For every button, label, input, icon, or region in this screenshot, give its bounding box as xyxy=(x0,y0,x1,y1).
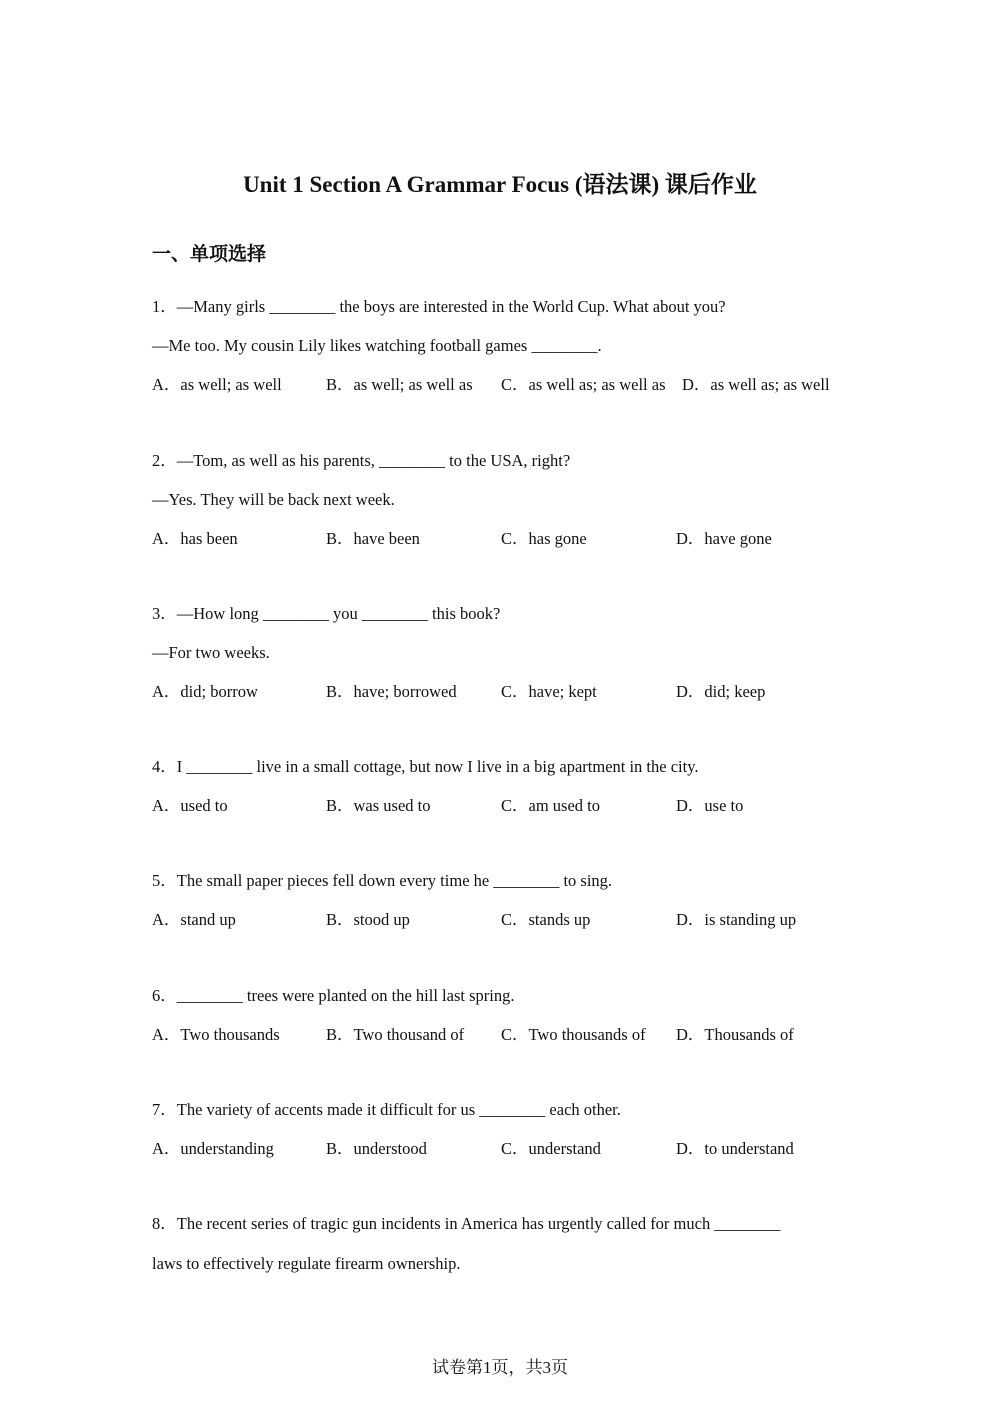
question-1-option-c[interactable]: C．as well as; as well as xyxy=(501,375,666,394)
question-3-option-b[interactable]: B．have; borrowed xyxy=(326,682,457,701)
question-2-line-1: 2．—Tom, as well as his parents, ________ to the USA, right? xyxy=(152,451,571,470)
question-4-option-b[interactable]: B．was used to xyxy=(326,796,431,815)
question-3-line-1: 3．—How long ________ you ________ this book? xyxy=(152,604,501,623)
question-4-option-a[interactable]: A．used to xyxy=(152,796,228,815)
question-7-option-d[interactable]: D．to understand xyxy=(676,1139,794,1158)
question-6-option-b[interactable]: B．Two thousand of xyxy=(326,1025,465,1044)
page-title: Unit 1 Section A Grammar Focus (语法课) 课后作业 xyxy=(243,172,757,197)
question-7-option-c[interactable]: C．understand xyxy=(501,1139,601,1158)
question-6-option-c[interactable]: C．Two thousands of xyxy=(501,1025,646,1044)
question-6-line-1: 6．________ trees were planted on the hill last spring. xyxy=(152,986,515,1005)
question-4-option-d[interactable]: D．use to xyxy=(676,796,744,815)
question-2-option-a[interactable]: A．has been xyxy=(152,529,238,548)
question-4-option-c[interactable]: C．am used to xyxy=(501,796,600,815)
question-2-option-d[interactable]: D．have gone xyxy=(676,529,772,548)
question-3-line-2: —For two weeks. xyxy=(152,643,270,662)
question-7-line-1: 7．The variety of accents made it difficult for us ________ each other. xyxy=(152,1100,621,1119)
section-heading: 一、单项选择 xyxy=(152,243,267,265)
question-3-option-d[interactable]: D．did; keep xyxy=(676,682,766,701)
page-footer: 试卷第1页，共3页 xyxy=(432,1358,568,1377)
question-3-option-c[interactable]: C．have; kept xyxy=(501,682,597,701)
question-7-option-a[interactable]: A．understanding xyxy=(152,1139,274,1158)
question-5-option-d[interactable]: D．is standing up xyxy=(676,910,797,929)
question-6-option-d[interactable]: D．Thousands of xyxy=(676,1025,794,1044)
question-8-line-2: laws to effectively regulate firearm ownership. xyxy=(152,1254,461,1273)
question-2-option-c[interactable]: C．has gone xyxy=(501,529,587,548)
question-1-option-d[interactable]: D．as well as; as well xyxy=(682,375,830,394)
question-1-line-2: —Me too. My cousin Lily likes watching football games ________. xyxy=(152,336,602,355)
question-1-line-1: 1．—Many girls ________ the boys are interested in the World Cup. What about you? xyxy=(152,297,726,316)
question-7-option-b[interactable]: B．understood xyxy=(326,1139,427,1158)
question-5-option-b[interactable]: B．stood up xyxy=(326,910,410,929)
question-2-option-b[interactable]: B．have been xyxy=(326,529,420,548)
question-8-line-1: 8．The recent series of tragic gun incidents in America has urgently called for much ________ xyxy=(152,1214,781,1233)
question-4-line-1: 4．I ________ live in a small cottage, but now I live in a big apartment in the city. xyxy=(152,757,699,776)
question-1-option-b[interactable]: B．as well; as well as xyxy=(326,375,473,394)
question-3-option-a[interactable]: A．did; borrow xyxy=(152,682,258,701)
question-5-option-a[interactable]: A．stand up xyxy=(152,910,236,929)
question-5-option-c[interactable]: C．stands up xyxy=(501,910,591,929)
question-6-option-a[interactable]: A．Two thousands xyxy=(152,1025,280,1044)
question-1-option-a[interactable]: A．as well; as well xyxy=(152,375,282,394)
question-5-line-1: 5．The small paper pieces fell down every time he ________ to sing. xyxy=(152,871,613,890)
question-2-line-2: —Yes. They will be back next week. xyxy=(152,490,395,509)
